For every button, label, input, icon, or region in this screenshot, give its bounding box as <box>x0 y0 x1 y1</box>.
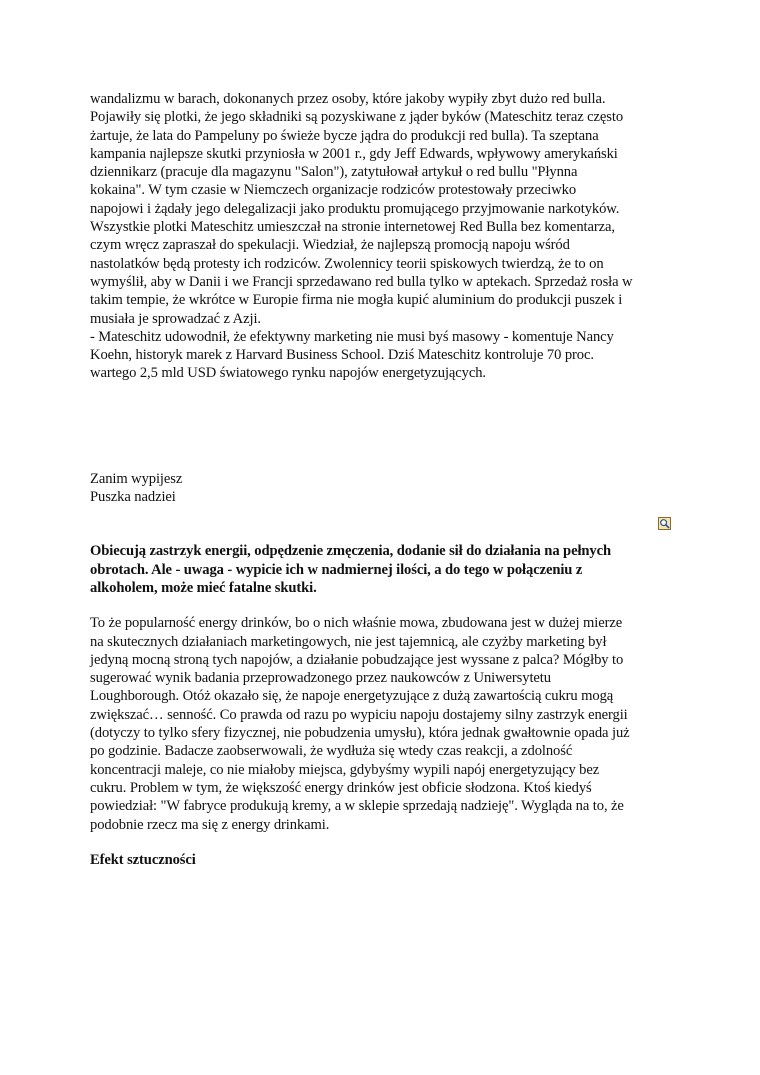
spacer <box>90 597 680 614</box>
body-line: To że popularność energy drinków, bo o nich właśnie mowa, zbudowana jest w dużej mierze <box>90 615 623 632</box>
lead-line: alkoholem, może mieć fatalne skutki. <box>90 579 317 596</box>
spacer <box>90 383 680 470</box>
intro-line: Pojawiły się plotki, że jego składniki są pozyskiwane z jąder byków (Mateschitz teraz często <box>90 109 624 126</box>
intro-line: - Mateschitz udowodnił, że efektywny marketing nie musi byś masowy - komentuje Nancy <box>90 328 614 345</box>
intro-line: wartego 2,5 mld USD światowego rynku napojów energetyzujących. <box>90 365 486 382</box>
body-line: cukru. Problem w tym, że większość energy drinków jest obficie słodzona. Ktoś kiedyś <box>90 779 592 796</box>
intro-line: kokaina". W tym czasie w Niemczech organizacje rodziców protestowały przeciwko <box>90 182 577 199</box>
intro-line: Wszystkie plotki Mateschitz umieszczał na stronie internetowej Red Bulla bez komentarza, <box>90 219 615 236</box>
intro-line: napojowi i żądały jego delegalizacji jako produktu promującego przyjmowanie narkotyków. <box>90 200 620 217</box>
document-page <box>90 90 680 869</box>
intro-line: Koehn, historyk marek z Harvard Business School. Dziś Mateschitz kontroluje 70 proc. <box>90 347 594 364</box>
intro-line: czym wręcz zapraszał do spekulacji. Wiedział, że najlepszą promocją napoju wśród <box>90 237 570 254</box>
subheading-text: Efekt sztuczności <box>90 851 196 868</box>
intro-line: takim tempie, że wkrótce w Europie firma nie mogła kupić aluminium do produkcji puszek i <box>90 292 623 309</box>
intro-line: dziennikarz (pracuje dla magazynu "Salon"), zatytułował artykuł o red bullu "Płynna <box>90 164 578 181</box>
intro-line: wandalizmu w barach, dokonanych przez osoby, które jakoby wypiły zbyt dużo red bulla. <box>90 91 606 107</box>
spacer <box>90 506 680 542</box>
intro-line: wymyślił, aby w Danii i we Francji sprzedawano red bulla tylko w aptekach. Sprzedaż rosła w <box>90 273 633 290</box>
spacer <box>90 834 680 851</box>
subheading <box>90 851 680 869</box>
body-line: na skutecznych działaniach marketingowych, nie jest tajemnicą, ale czyżby marketing był <box>90 633 607 650</box>
header-line-puszka: Puszka nadziei <box>90 489 176 506</box>
lead-paragraph <box>90 542 680 597</box>
lead-line: obrotach. Ale - uwaga - wypicie ich w nadmiernej ilości, a do tego w połączeniu z <box>90 561 583 578</box>
intro-line: nastolatków będą protesty ich rodziców. Zwolennicy teorii spiskowych twierdzą, że to on <box>90 255 604 272</box>
body-line: po godzinie. Badacze zaobserwowali, że wydłuża się wtedy czas reakcji, a zdolność <box>90 743 573 760</box>
body-line: (dotyczy to tylko sfery fizycznej, nie pobudzenia umysłu), która jednak gwałtownie opada już <box>90 725 630 742</box>
body-line: zwiększać… senność. Co prawda od razu po wypiciu napoju dostajemy silny zastrzyk energii <box>90 706 628 723</box>
intro-line: żartuje, że lata do Pampeluny po świeże bycze jądra do produkcji red bulla). Ta szeptana <box>90 127 599 144</box>
body-line: powiedział: "W fabryce produkują kremy, a w sklepie sprzedają nadzieję". Wygląda na to, że <box>90 798 624 815</box>
body-line: sugerować wynik badania przeprowadzonego przez naukowców z Uniwersytetu <box>90 670 551 687</box>
section-header <box>90 470 680 507</box>
lead-line: Obiecują zastrzyk energii, odpędzenie zmęczenia, dodanie sił do działania na pełnych <box>90 543 612 560</box>
intro-line: kampania najlepsze skutki przyniosła w 2001 r., gdy Jeff Edwards, wpływowy amerykański <box>90 145 618 162</box>
body-line: koncentracji maleje, co nie miałoby miejsca, gdybyśmy wypili napój energetyzujący bez <box>90 761 600 778</box>
intro-line: musiała je sprowadzać z Azji. <box>90 310 261 327</box>
body-line: podobnie rzecz ma się z energy drinkami. <box>90 816 330 833</box>
body-paragraph <box>90 614 680 834</box>
body-line: Loughborough. Otóż okazało się, że napoje energetyzujące z dużą zawartością cukru mogą <box>90 688 614 705</box>
header-line-zanim: Zanim wypijesz <box>90 470 183 487</box>
body-line: jedyną mocną stroną tych napojów, a działanie pobudzające jest wyssane z palca? Mógłby to <box>90 651 624 668</box>
zoom-icon[interactable] <box>658 517 671 530</box>
intro-paragraph <box>90 90 680 383</box>
magnifier-icon <box>659 518 670 529</box>
